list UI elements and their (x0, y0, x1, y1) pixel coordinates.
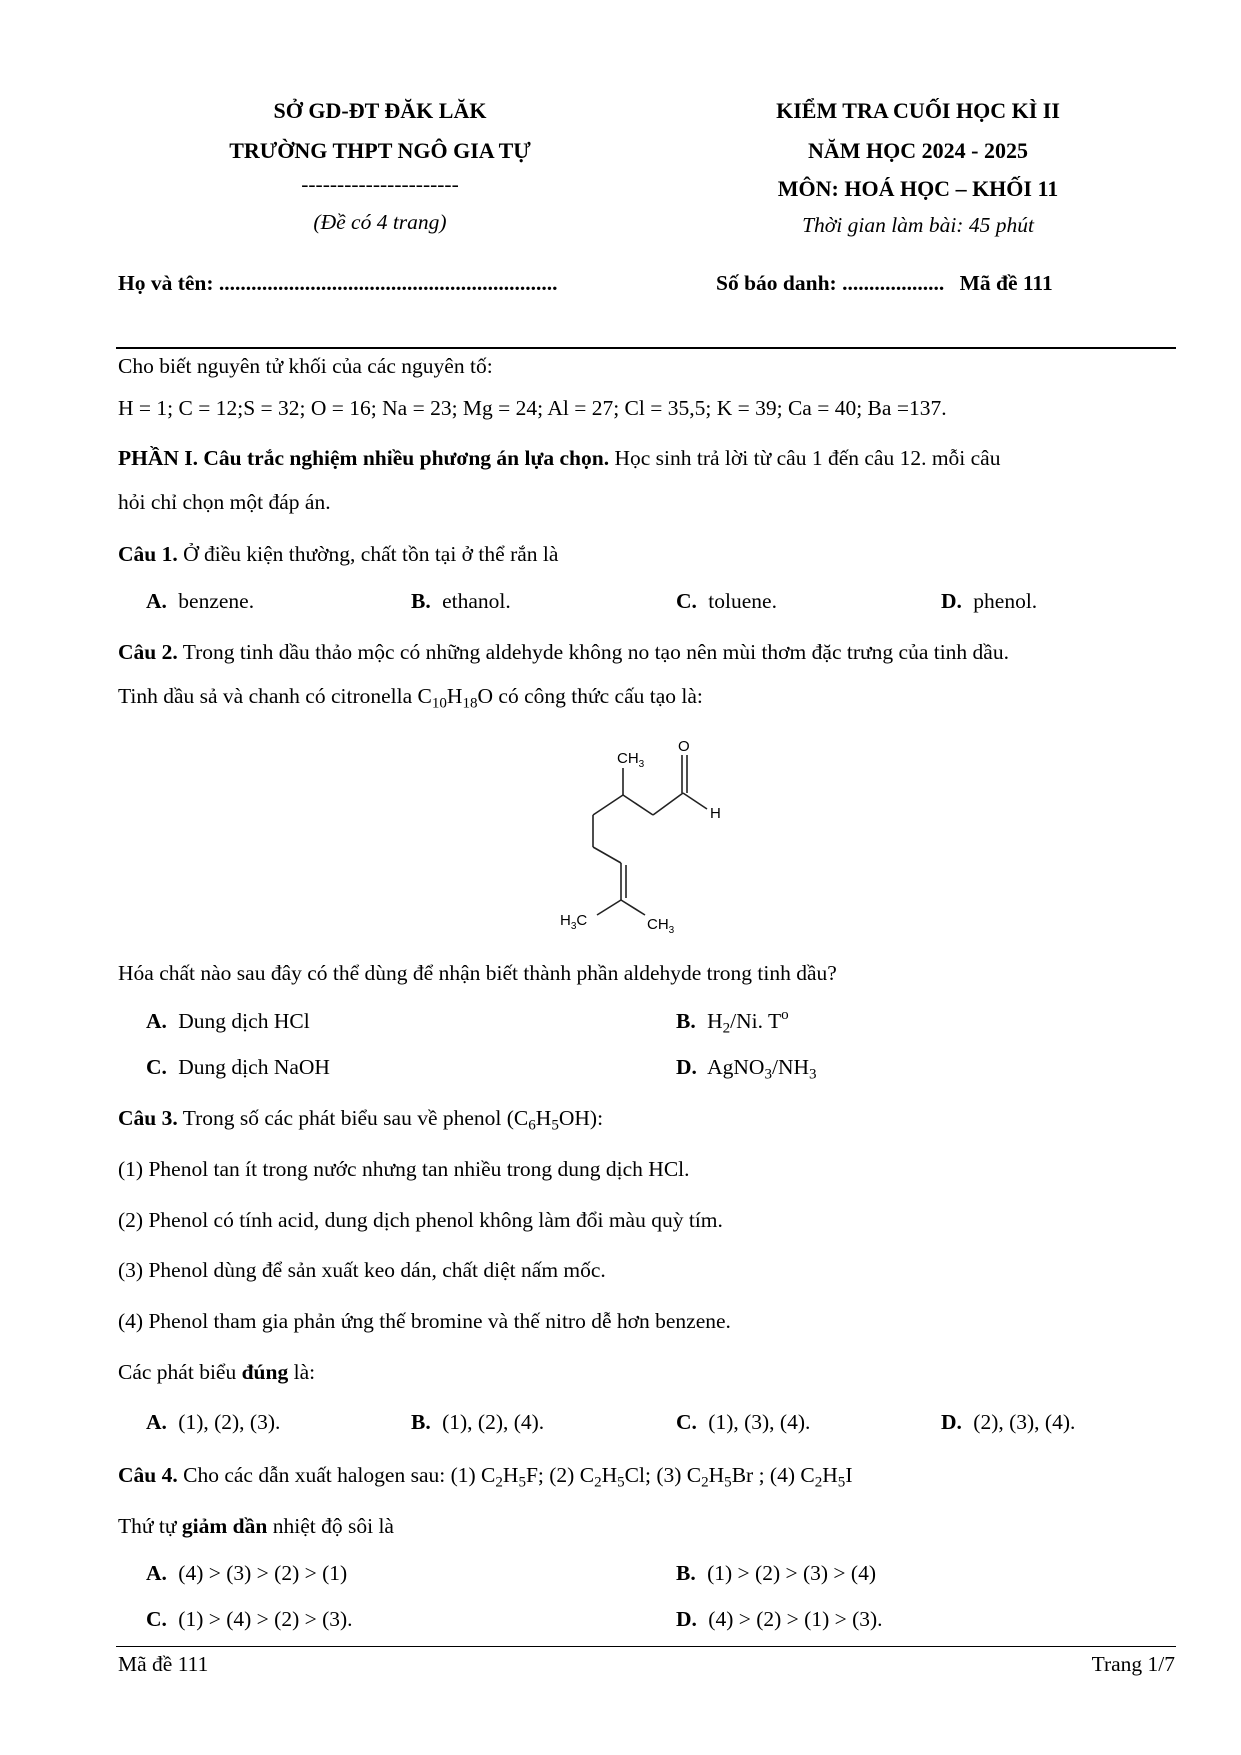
q2-option-b: B. $H_2/Ni$. $T^o$ (676, 1006, 789, 1037)
q1-option-a: A. benzene. (146, 589, 255, 613)
student-id-line (716, 271, 1053, 296)
question-1 (118, 542, 558, 567)
q3-option-b: B. (1), (2), (4). (411, 1410, 545, 1434)
exam-code: Mã đề 111 (959, 271, 1053, 295)
part1-desc-cont: hỏi chỉ chọn một đáp án. (118, 490, 331, 514)
atomic-mass-intro: Cho biết nguyên tử khối của các nguyên tố: (118, 354, 493, 378)
q2-text-line2: Tinh dầu sả và chanh có citronella $C_{10}H_{18}O$ có công thức cấu tạo là: (118, 684, 703, 712)
q2-option-a: A. Dung dịch HCl (146, 1009, 310, 1033)
department-name: SỞ GD-ĐT ĐĂK LĂK (273, 98, 487, 123)
part1-heading (118, 446, 1000, 471)
page-count-note: (Đề có 4 trang) (313, 210, 447, 234)
question-3: Câu 3. Trong số các phát biểu sau về phenol $(C_6H_5OH)$: (118, 1106, 604, 1134)
q4-option-b: B. (1) > (2) > (3) > (4) (676, 1561, 876, 1585)
footer-page-number: Trang 1/7 (1091, 1652, 1175, 1676)
name-dots: ............................................................... (218, 271, 558, 295)
name-label: Họ và tên: (118, 271, 214, 295)
q3-ask: Các phát biểu đúng là: (118, 1360, 316, 1384)
h3c-label: $H_3C$ (560, 912, 588, 932)
exam-title: KIỂM TRA CUỐI HỌC KÌ II (776, 98, 1060, 123)
q2-label: Câu 2. (118, 640, 178, 664)
q3-label: Câu 3. (118, 1106, 178, 1130)
ch3-top-label: $CH_3$ (617, 750, 645, 770)
q1-option-b: B. ethanol. (411, 589, 511, 613)
q2-option-d: D. $AgNO_3/NH_3$ (676, 1055, 817, 1083)
q4-option-d: D. (4) > (2) > (1) > (3). (676, 1607, 883, 1631)
question-4: Câu 4. Cho các dẫn xuất halogen sau: (1) $C_2H_5F$; (2) $C_2H_5Cl$; (3) $C_2H_5Br$ ; (4) $C_2H_5I$ (118, 1463, 853, 1491)
q4-option-a: A. (4) > (3) > (2) > (1) (146, 1561, 348, 1585)
q1-text: Ở điều kiện thường, chất tồn tại ở thể rắn là (177, 542, 559, 566)
q2-question: Hóa chất nào sau đây có thể dùng để nhận biết thành phần aldehyde trong tinh dầu? (118, 961, 837, 985)
q4-ask: Thứ tự giảm dần nhiệt độ sôi là (118, 1514, 394, 1538)
header-divider (116, 347, 1176, 349)
q4-option-c: C. (1) > (4) > (2) > (3). (146, 1607, 353, 1631)
footer-divider (116, 1646, 1176, 1647)
part1-title: PHẦN I. Câu trắc nghiệm nhiều phương án lựa chọn. (118, 446, 610, 470)
q3-statement-4: (4) Phenol tham gia phản ứng thế bromine và thế nitro dễ hơn benzene. (118, 1309, 731, 1333)
citronella-structure (555, 735, 755, 935)
q4-label: Câu 4. (118, 1463, 178, 1487)
header-dashes: ---------------------- (301, 172, 459, 196)
q3-statement-2: (2) Phenol có tính acid, dung dịch phenol không làm đổi màu quỳ tím. (118, 1208, 723, 1232)
subject: MÔN: HOÁ HỌC – KHỐI 11 (777, 176, 1059, 201)
q1-label: Câu 1. (118, 542, 178, 566)
atomic-mass-values: H = 1; C = 12;S = 32; O = 16; Na = 23; Mg = 24; Al = 27; Cl = 35,5; K = 39; Ca = 40; Ba =137. (118, 396, 947, 420)
q1-option-d: D. phenol. (941, 589, 1038, 613)
part1-desc: Học sinh trả lời từ câu 1 đến câu 12. mỗi câu (609, 446, 1001, 470)
q3-option-a: A. (1), (2), (3). (146, 1410, 281, 1434)
q3-statement-1: (1) Phenol tan ít trong nước nhưng tan nhiều trong dung dịch HCl. (118, 1157, 690, 1181)
q2-option-c: C. Dung dịch NaOH (146, 1055, 330, 1079)
q3-statement-3: (3) Phenol dùng để sản xuất keo dán, chất diệt nấm mốc. (118, 1258, 606, 1282)
hydrogen-label: H (710, 805, 721, 822)
q3-option-d: D. (2), (3), (4). (941, 1410, 1076, 1434)
q1-option-c: C. toluene. (676, 589, 777, 613)
student-name-line (118, 271, 558, 296)
footer-exam-code: Mã đề 111 (118, 1652, 209, 1676)
school-year: NĂM HỌC 2024 - 2025 (808, 138, 1028, 163)
ch3-right-label: $CH_3$ (647, 916, 675, 935)
school-name: TRƯỜNG THPT NGÔ GIA TỰ (229, 138, 531, 163)
question-2 (118, 640, 1009, 665)
time-note: Thời gian làm bài: 45 phút (802, 213, 1034, 237)
oxygen-label: O (678, 738, 690, 755)
q3-option-c: C. (1), (3), (4). (676, 1410, 811, 1434)
sbd-dots: ................... (842, 271, 945, 295)
sbd-label: Số báo danh: (716, 271, 837, 295)
q2-text: Trong tinh dầu thảo mộc có những aldehyde không no tạo nên mùi thơm đặc trưng của tinh dầu. (177, 640, 1009, 664)
